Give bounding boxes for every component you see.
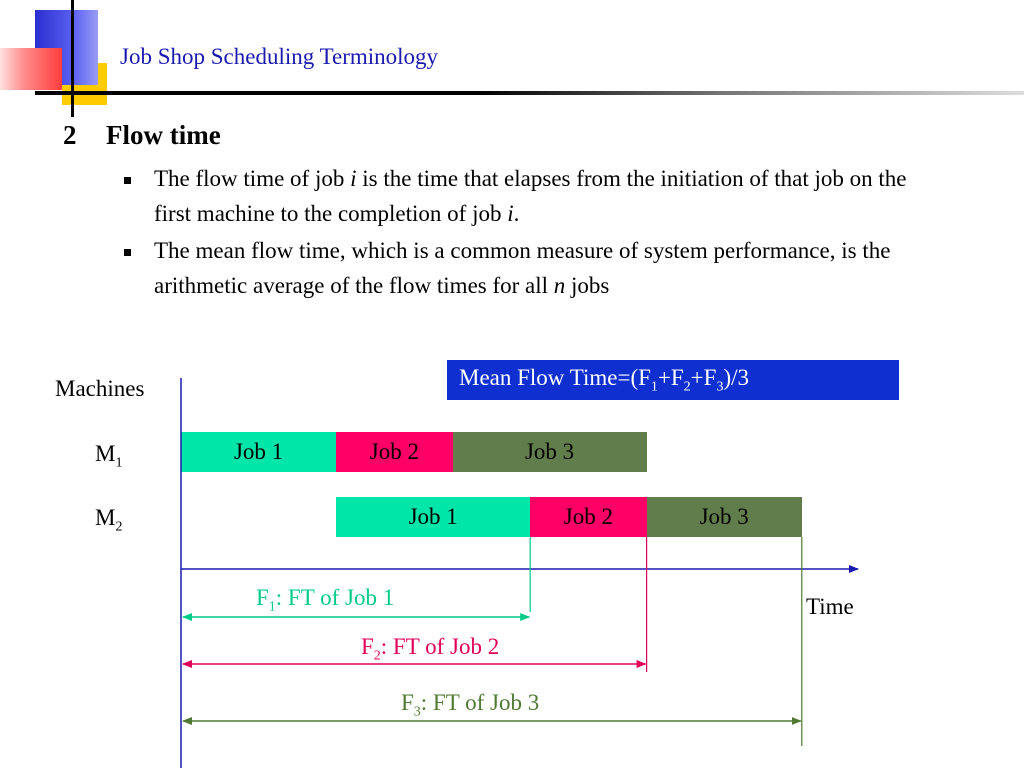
bullet-1-part: is the time that elapses from the initiation of that job on the first machine to the completion of job xyxy=(154,166,907,226)
ft-text: : FT of Job 3 xyxy=(420,690,540,715)
mft-sub: 1 xyxy=(650,379,658,395)
mft-text: +F xyxy=(657,365,684,390)
gantt-bar-m2-job3: Job 3 xyxy=(647,497,802,537)
ft-f: F xyxy=(256,585,269,610)
slide-title: Job Shop Scheduling Terminology xyxy=(120,44,439,69)
ft-sub: 1 xyxy=(268,599,276,615)
bullet-1-part: The flow time of job xyxy=(154,166,351,191)
bullet-1-part: . xyxy=(513,201,520,226)
bullet-1-var: i xyxy=(507,201,514,226)
section-title: Flow time xyxy=(106,120,221,150)
flow-time-label-3 xyxy=(401,690,539,721)
bullet-2-part: The mean flow time, which is a common measure of system performance, is the arithmetic average of the flow times for all xyxy=(154,238,891,298)
gantt-bar-m1-job1: Job 1 xyxy=(181,432,336,472)
mft-sub: 3 xyxy=(716,379,724,395)
ft-f: F xyxy=(361,634,374,659)
ft-sub: 2 xyxy=(373,648,381,664)
ft-sub: 3 xyxy=(413,704,421,720)
mft-text: Mean Flow Time=(F xyxy=(459,365,651,390)
flow-time-label-1 xyxy=(256,585,394,616)
machines-label: Machines xyxy=(55,376,145,401)
ft-text: : FT of Job 1 xyxy=(275,585,395,610)
gantt-bar-m1-job3: Job 3 xyxy=(453,432,647,472)
mft-text: +F xyxy=(690,365,717,390)
machine-name: M xyxy=(95,505,116,530)
gantt-bar-m2-job1: Job 1 xyxy=(336,497,530,537)
ft-f: F xyxy=(401,690,414,715)
bullet-2-var: n xyxy=(553,273,566,298)
bullet-1-var: i xyxy=(350,166,357,191)
section-number: 2 xyxy=(63,120,77,150)
bullet-2-part: jobs xyxy=(565,273,610,298)
gantt-bar-m1-job2: Job 2 xyxy=(336,432,452,472)
time-label: Time xyxy=(806,594,854,619)
ft-text: : FT of Job 2 xyxy=(380,634,500,659)
machine-name: M xyxy=(95,441,116,466)
mft-text: )/3 xyxy=(723,365,749,390)
machine-sub: 1 xyxy=(115,455,123,471)
machine-sub: 2 xyxy=(115,519,123,535)
mft-sub: 2 xyxy=(683,379,691,395)
flow-time-label-2 xyxy=(361,634,499,665)
gantt-bar-m2-job2: Job 2 xyxy=(530,497,646,537)
